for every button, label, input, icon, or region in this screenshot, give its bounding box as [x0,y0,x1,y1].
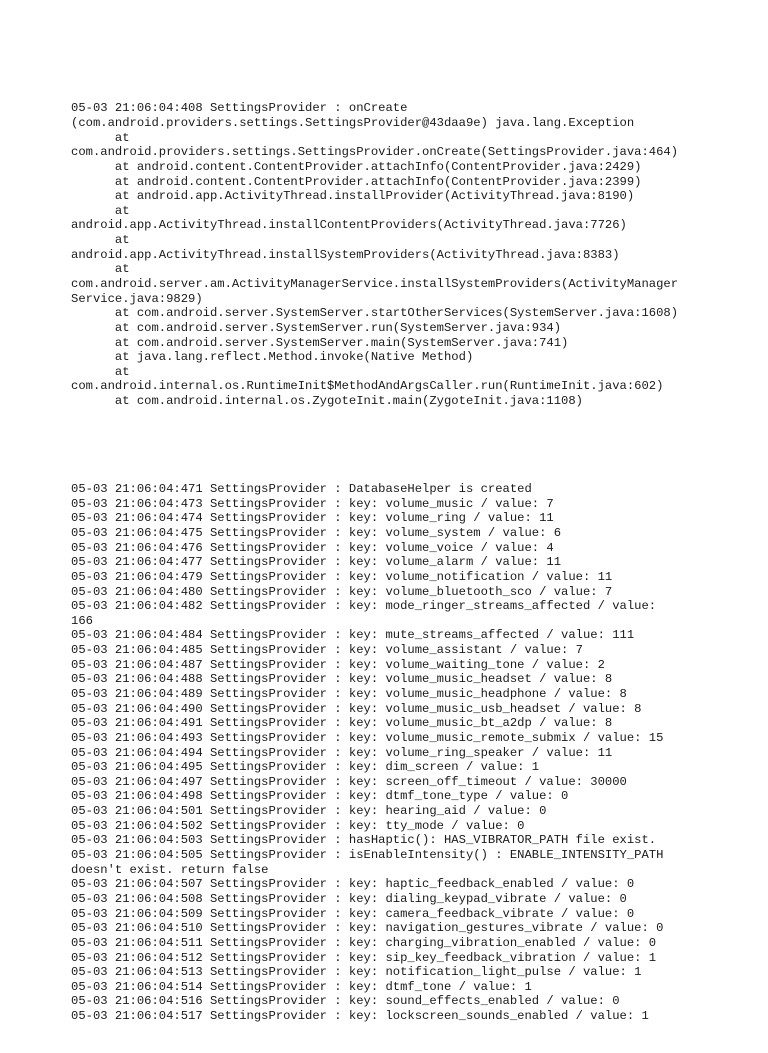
log-line: 05-03 21:06:04:489 SettingsProvider : key: volume_music_headphone / value: 8 [71,687,627,701]
log-line: at [71,262,130,277]
log-line: 05-03 21:06:04:495 SettingsProvider : key: dim_screen / value: 1 [71,760,540,775]
log-line: 05-03 21:06:04:501 SettingsProvider : key: hearing_aid / value: 0 [71,804,547,819]
log-line: 05-03 21:06:04:510 SettingsProvider : key: navigation_gestures_vibrate / value: 0 [71,921,664,936]
log-line: com.android.internal.os.RuntimeInit$MethodAndArgsCaller.run(RuntimeInit.java:602) [71,379,664,394]
log-line: 05-03 21:06:04:476 SettingsProvider : key: volume_voice / value: 4 [71,540,554,555]
log-line: 166 [71,613,93,628]
log-line: 05-03 21:06:04:516 SettingsProvider : key: sound_effects_enabled / value: 0 [71,994,620,1009]
settings-log [71,482,711,1024]
log-line: 05-03 21:06:04:498 SettingsProvider : key: dtmf_tone_type / value: 0 [71,789,569,804]
log-line: 05-03 21:06:04:484 SettingsProvider : key: mute_streams_affected / value: 111 [71,628,635,643]
log-line: at android.content.ContentProvider.attachInfo(ContentProvider.java:2399) [71,174,642,189]
log-line: at android.content.ContentProvider.attachInfo(ContentProvider.java:2429) [71,159,642,174]
log-line: 05-03 21:06:04:471 SettingsProvider : DatabaseHelper is created [71,482,532,497]
log-line: at com.android.server.SystemServer.main(SystemServer.java:741) [71,335,569,350]
log-line: 05-03 21:06:04:491 SettingsProvider : key: volume_music_bt_a2dp / value: 8 [71,716,613,731]
log-line: at java.lang.reflect.Method.invoke(Native Method) [71,350,474,365]
log-line: 05-03 21:06:04:514 SettingsProvider : key: dtmf_tone / value: 1 [71,979,532,994]
log-line: 05-03 21:06:04:511 SettingsProvider : key: charging_vibration_enabled / value: 0 [71,935,657,950]
log-text [71,72,711,1053]
log-line: 05-03 21:06:04:490 SettingsProvider : key: volume_music_usb_headset / value: 8 [71,701,642,716]
log-line: 05-03 21:06:04:512 SettingsProvider : key: sip_key_feedback_vibration / value: 1 [71,950,657,965]
log-line: 05-03 21:06:04:487 SettingsProvider : key: volume_waiting_tone / value: 2 [71,657,605,672]
log-line: android.app.ActivityThread.installContentProviders(ActivityThread.java:7726) [71,218,627,233]
log-line: 05-03 21:06:04:517 SettingsProvider : key: lockscreen_sounds_enabled / value: 1 [71,1009,649,1024]
log-line: at com.android.internal.os.ZygoteInit.main(ZygoteInit.java:1108) [71,394,583,409]
exception-stacktrace [71,101,711,408]
log-line: 05-03 21:06:04:479 SettingsProvider : key: volume_notification / value: 11 [71,569,613,584]
log-line: 05-03 21:06:04:480 SettingsProvider : key: volume_bluetooth_sco / value: 7 [71,584,613,599]
log-line: at com.android.server.SystemServer.startOtherServices(SystemServer.java:1608) [71,306,679,321]
log-line: 05-03 21:06:04:507 SettingsProvider : key: haptic_feedback_enabled / value: 0 [71,877,635,892]
log-line: at [71,233,130,248]
log-line: 05-03 21:06:04:513 SettingsProvider : key: notification_light_pulse / value: 1 [71,965,642,980]
log-line: at android.app.ActivityThread.installProvider(ActivityThread.java:8190) [71,189,635,204]
log-line: at [71,203,130,218]
log-line: at [71,364,130,379]
log-line: 05-03 21:06:04:497 SettingsProvider : key: screen_off_timeout / value: 30000 [71,774,627,789]
log-line: 05-03 21:06:04:509 SettingsProvider : key: camera_feedback_vibrate / value: 0 [71,906,635,921]
log-line: 05-03 21:06:04:505 SettingsProvider : isEnableIntensity() : ENABLE_INTENSITY_PATH [71,848,664,863]
log-line: 05-03 21:06:04:475 SettingsProvider : key: volume_system / value: 6 [71,525,562,540]
log-line: 05-03 21:06:04:473 SettingsProvider : key: volume_music / value: 7 [71,496,554,511]
log-line: 05-03 21:06:04:408 SettingsProvider : onCreate [71,101,408,116]
log-line: 05-03 21:06:04:482 SettingsProvider : key: mode_ringer_streams_affected / value: [71,599,657,614]
blank-line [71,438,711,453]
log-line: 05-03 21:06:04:503 SettingsProvider : hasHaptic(): HAS_VIBRATOR_PATH file exist. [71,833,657,848]
log-line: com.android.providers.settings.SettingsProvider.onCreate(SettingsProvider.java:464) [71,145,679,160]
log-line: (com.android.providers.settings.SettingsProvider@43daa9e) java.lang.Exception [71,115,635,130]
log-line: 05-03 21:06:04:488 SettingsProvider : key: volume_music_headset / value: 8 [71,672,613,687]
log-line: android.app.ActivityThread.installSystemProviders(ActivityThread.java:8383) [71,247,620,262]
log-line: 05-03 21:06:04:494 SettingsProvider : key: volume_ring_speaker / value: 11 [71,745,613,760]
log-line: 05-03 21:06:04:474 SettingsProvider : key: volume_ring / value: 11 [71,511,554,526]
log-line: 05-03 21:06:04:493 SettingsProvider : key: volume_music_remote_submix / value: 15 [71,730,664,745]
log-line: 05-03 21:06:04:502 SettingsProvider : key: tty_mode / value: 0 [71,818,525,833]
log-line: at [71,130,130,145]
log-line: doesn't exist. return false [71,862,269,877]
log-line: Service.java:9829) [71,291,203,306]
log-line: 05-03 21:06:04:485 SettingsProvider : key: volume_assistant / value: 7 [71,643,583,658]
log-line: 05-03 21:06:04:508 SettingsProvider : key: dialing_keypad_vibrate / value: 0 [71,891,627,906]
log-line: com.android.server.am.ActivityManagerService.installSystemProviders(ActivityManager [71,277,679,291]
log-line: 05-03 21:06:04:477 SettingsProvider : key: volume_alarm / value: 11 [71,555,562,570]
log-line: at com.android.server.SystemServer.run(SystemServer.java:934) [71,320,562,335]
